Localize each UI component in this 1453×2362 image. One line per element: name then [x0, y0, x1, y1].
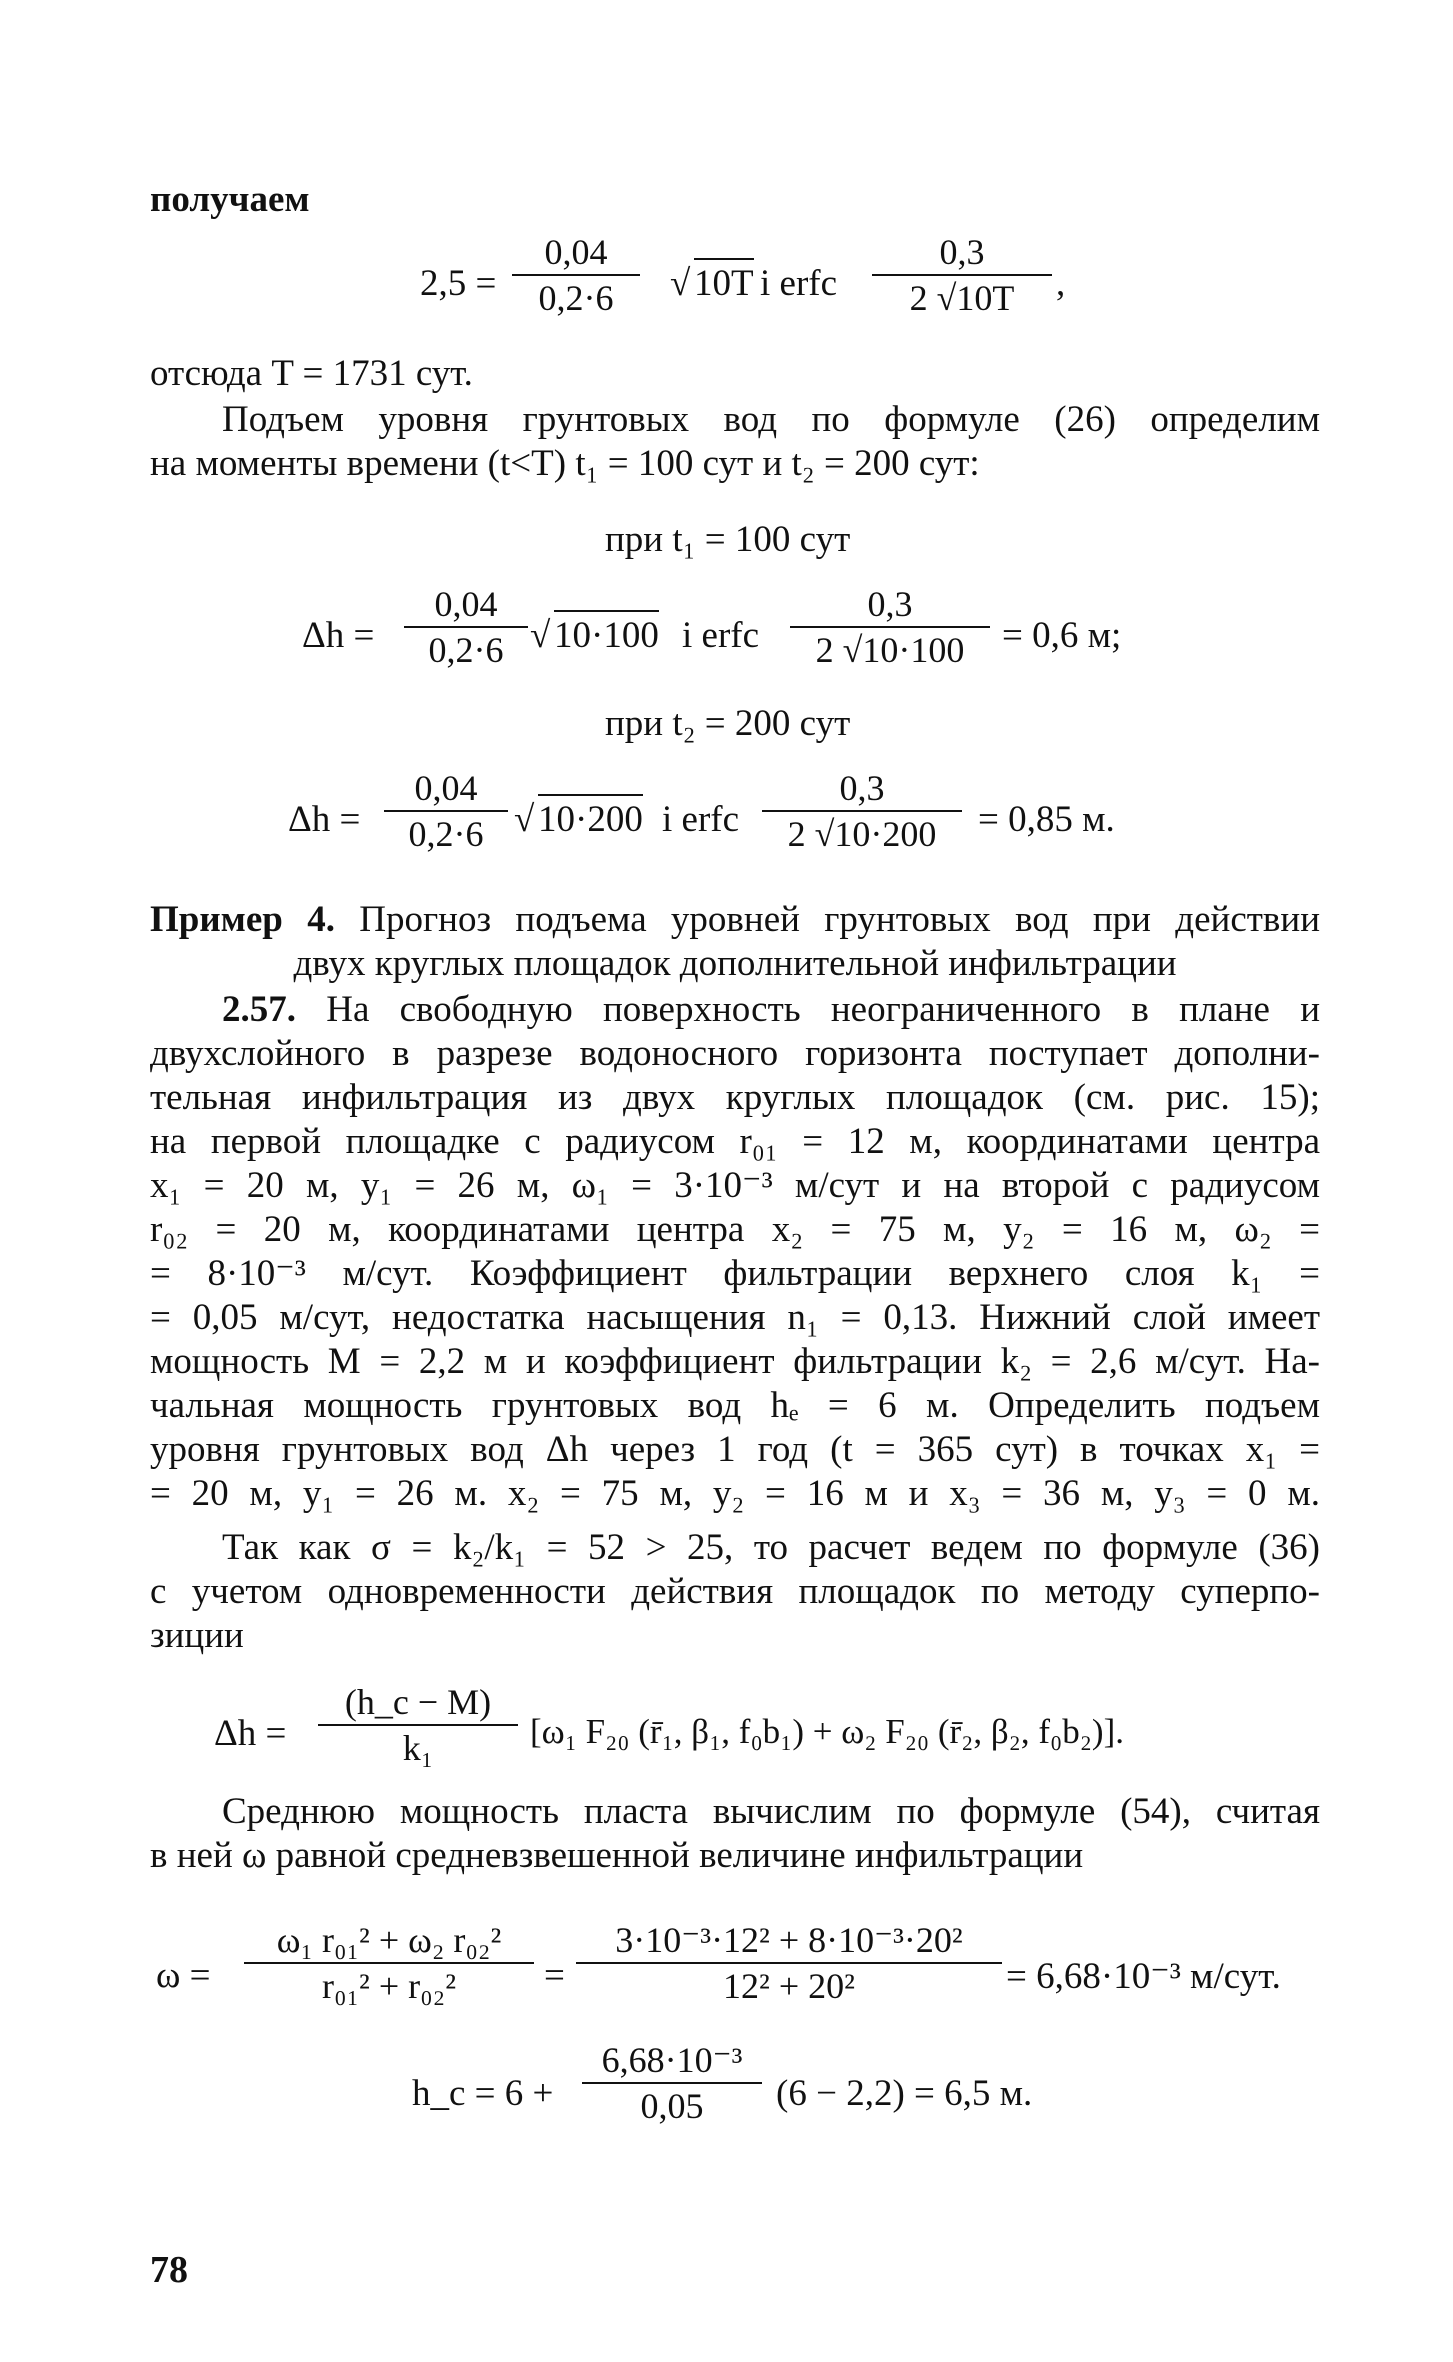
eq1-erfc: i erfc: [760, 263, 838, 304]
paragraph-line: Среднюю мощность пласта вычислим по формуле (54), считая: [222, 1791, 1320, 1832]
eq1-f1-denominator: 0,2·6: [538, 278, 614, 318]
eq3-sqrt-arg: 10·200: [538, 794, 643, 841]
eq2-tail: = 0,6 м;: [1002, 615, 1122, 656]
eq5-f1-numerator: ω₁ r₀₁² + ω₂ r₀₂²: [276, 1920, 502, 1960]
eq5-f1-denominator: r₀₁² + r₀₂²: [321, 1966, 457, 2006]
eq1-f2-denominator: 2 √10T: [872, 278, 1052, 318]
paragraph-line: = 20 м, y₁ = 26 м. x₂ = 75 м, y₂ = 16 м и x₃ = 36 м, y₃ = 0 м.: [150, 1473, 1320, 1514]
eq6-lhs: h_c = 6 +: [412, 2073, 554, 2114]
eq1-f2-numerator: 0,3: [939, 232, 985, 272]
eq2-sqrt-arg: 10·100: [554, 610, 659, 657]
sqrt-sign-icon: √: [514, 799, 535, 840]
paragraph-line: в ней ω равной средневзвешенной величине инфильтрации: [150, 1835, 1084, 1876]
page-number: 78: [150, 2249, 188, 2291]
paragraph-line: уровня грунтовых вод Δh через 1 год (t = 365 сут) в точках x₁ =: [150, 1429, 1320, 1470]
eq3-f2-den-sqrt: 10·200: [834, 810, 936, 854]
paragraph-line: на первой площадке с радиусом r₀₁ = 12 м, координатами центра: [150, 1121, 1320, 1162]
condition-line: при t₁ = 100 сут: [605, 519, 851, 560]
eq5-tail: = 6,68·10⁻³ м/сут.: [1006, 1956, 1281, 1997]
example-heading: [150, 898, 1320, 986]
paragraph-text: На свободную поверхность неограниченного в плане и: [326, 989, 1320, 1030]
fraction-bar: [318, 1724, 518, 1726]
eq2-f2-den-coef: 2: [815, 630, 834, 670]
section-number: 2.57.: [222, 989, 296, 1030]
fraction-bar: [244, 1962, 534, 1964]
eq2-f2-den-sqrt: 10·100: [862, 626, 964, 670]
eq5-f2-numerator: 3·10⁻³·12² + 8·10⁻³·20²: [615, 1920, 963, 1960]
eq6-fraction: [582, 2040, 762, 2126]
eq6-denominator: 0,05: [640, 2086, 704, 2126]
eq2-fraction-2: [790, 584, 990, 670]
eq3-f1-denominator: 0,2·6: [408, 814, 484, 854]
eq1-lhs: 2,5 =: [420, 263, 497, 304]
eq4-numerator: (h_c − M): [344, 1682, 492, 1722]
eq4-lhs: Δh =: [214, 1713, 287, 1754]
eq3-f2-numerator: 0,3: [839, 768, 885, 808]
fraction-bar: [404, 626, 528, 628]
paragraph-line: r₀₂ = 20 м, координатами центра x₂ = 75 м, y₂ = 16 м, ω₂ =: [150, 1209, 1320, 1250]
text-line: отсюда T = 1731 сут.: [150, 353, 473, 394]
paragraph-line: мощность M = 2,2 м и коэффициент фильтрации k₂ = 2,6 м/сут. На-: [150, 1341, 1320, 1382]
eq2-fraction-1: [404, 584, 528, 670]
paragraph-line: = 0,05 м/сут, недостатка насыщения n₁ = 0,13. Нижний слой имеет: [150, 1297, 1320, 1338]
example-label: Пример 4.: [150, 899, 335, 940]
eq5-equals: =: [544, 1955, 565, 1996]
eq3-f1-numerator: 0,04: [414, 768, 478, 808]
example-heading-line-1: [150, 898, 1320, 942]
eq3-erfc: i erfc: [662, 799, 740, 840]
eq2-lhs: Δh =: [302, 615, 375, 656]
text-line: получаем: [150, 179, 310, 220]
paragraph-line: чальная мощность грунтовых вод hₑ = 6 м. Определить подъем: [150, 1385, 1320, 1426]
paragraph-line: тельная инфильтрация из двух круглых площадок (см. рис. 15);: [150, 1077, 1320, 1118]
example-heading-line-2: двух круглых площадок дополнительной инфильтрации: [293, 943, 1177, 984]
sqrt-sign-icon: √: [670, 263, 691, 304]
paragraph-line: = 8·10⁻³ м/сут. Коэффициент фильтрации верхнего слоя k₁ =: [150, 1253, 1320, 1294]
eq5-f2-denominator: 12² + 20²: [723, 1966, 855, 2006]
condition-line: при t₂ = 200 сут: [605, 703, 851, 744]
paragraph-line: [150, 988, 1320, 1032]
eq1-f1-numerator: 0,04: [544, 232, 608, 272]
eq1-tail: ,: [1056, 263, 1066, 304]
eq1-fraction-2: [872, 232, 1052, 318]
eq1-f2-den-sqrt: 10T: [956, 274, 1014, 318]
fraction-bar: [384, 810, 508, 812]
fraction-bar: [576, 1962, 1002, 1964]
paragraph-line: x₁ = 20 м, y₁ = 26 м, ω₁ = 3·10⁻³ м/сут и на второй с радиусом: [150, 1165, 1320, 1206]
eq5-fraction-1: [244, 1920, 534, 2006]
eq1-f2-den-coef: 2: [909, 278, 928, 318]
eq4-rhs: [ω₁ F₂₀ (r̄₁, β₁, f₀b₁) + ω₂ F₂₀ (r̄₂, β₂, f₀b₂)].: [530, 1712, 1124, 1751]
eq5-fraction-2: [576, 1920, 1002, 2006]
fraction-bar: [512, 274, 640, 276]
eq4-fraction: [318, 1682, 518, 1768]
eq6-numerator: 6,68·10⁻³: [601, 2040, 743, 2080]
eq1-fraction-1: [512, 232, 640, 318]
paragraph-line: двухслойного в разрезе водоносного горизонта поступает дополни-: [150, 1033, 1320, 1074]
eq3-fraction-1: [384, 768, 508, 854]
eq2-f2-denominator: 2 √10·100: [790, 630, 990, 670]
eq3-fraction-2: [762, 768, 962, 854]
eq1-sqrt-arg: 10T: [694, 258, 754, 305]
eq2-erfc: i erfc: [682, 615, 760, 656]
eq4-denominator: k₁: [402, 1728, 434, 1768]
paragraph-line: зиции: [150, 1615, 244, 1656]
paragraph-line: с учетом одновременности действия площадок по методу суперпо-: [150, 1571, 1320, 1612]
eq3-f2-den-coef: 2: [787, 814, 806, 854]
eq2-f1-denominator: 0,2·6: [428, 630, 504, 670]
eq3-lhs: Δh =: [288, 799, 361, 840]
eq3-f2-denominator: 2 √10·200: [762, 814, 962, 854]
eq6-tail: (6 − 2,2) = 6,5 м.: [776, 2073, 1033, 2114]
paragraph-line: Подъем уровня грунтовых вод по формуле (26) определим: [222, 399, 1320, 440]
sqrt-sign-icon: √: [530, 615, 551, 656]
eq2-f2-numerator: 0,3: [867, 584, 913, 624]
example-title-1: Прогноз подъема уровней грунтовых вод при действии: [359, 899, 1320, 940]
paragraph-line: на моменты времени (t<T) t₁ = 100 сут и t₂ = 200 сут:: [150, 443, 980, 484]
eq5-lhs: ω =: [156, 1955, 211, 1996]
eq2-f1-numerator: 0,04: [434, 584, 498, 624]
fraction-bar: [582, 2082, 762, 2084]
eq3-tail: = 0,85 м.: [978, 799, 1115, 840]
paragraph-line: Так как σ = k₂/k₁ = 52 > 25, то расчет ведем по формуле (36): [222, 1527, 1320, 1568]
